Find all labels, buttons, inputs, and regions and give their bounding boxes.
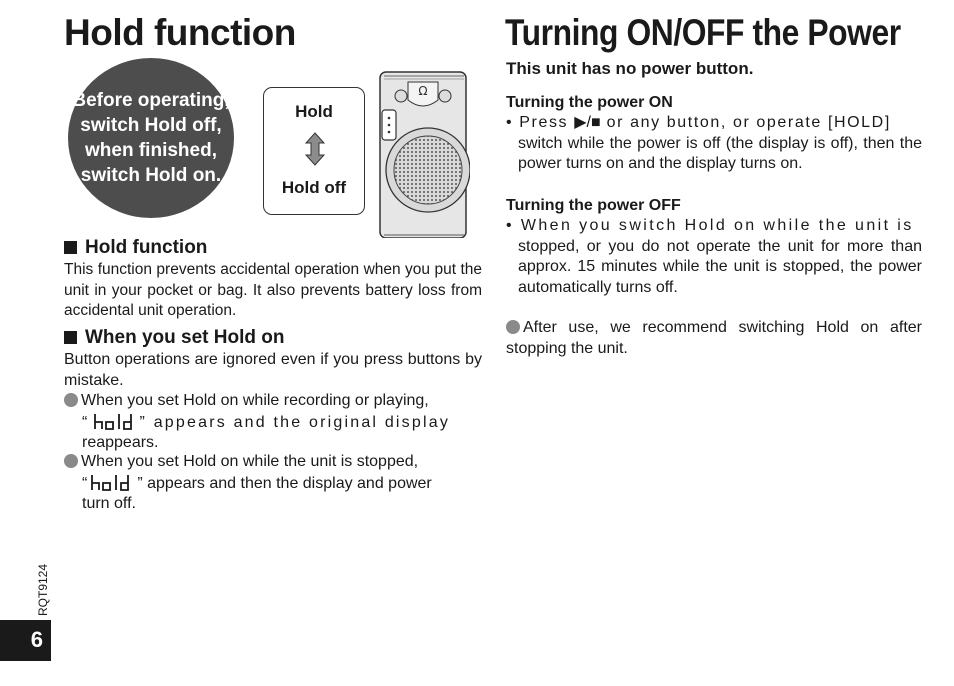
model-code: RQT9124 [36,563,50,616]
bullet-text: ” appears and the original display [139,413,451,431]
recorder-device-illustration [378,70,470,238]
power-on-heading [506,94,673,112]
hold-reminder-bubble [68,58,234,218]
lcd-hold-display-icon [90,474,134,492]
bullet-text: turn off. [82,495,136,513]
page-number: 6 [30,627,43,652]
bubble-text: Before operating, switch Hold off, when finished, switch Hold on. [72,90,230,186]
hold-switch-diagram [263,87,365,215]
when-set-hold-heading: When you set Hold on [85,327,285,348]
when-set-hold-section [64,327,482,391]
square-bullet-icon [64,331,77,344]
power-title: Turning ON/OFF the Power [505,12,901,53]
page-number-box [0,620,51,661]
hold-off-label: Hold off [281,178,347,197]
list-item [64,391,482,454]
circle-bullet-icon [64,393,78,407]
when-set-hold-description: Button operations are ignored even if you press buttons by mistake. [64,351,482,389]
list-item [64,452,482,515]
no-power-button-note: This unit has no power button. [506,59,754,78]
power-on-description [506,113,922,175]
circle-bullet-icon [506,320,520,334]
bullet-text: ” appears and then the display and power [137,474,432,492]
power-off-heading-text: Turning the power OFF [506,197,681,214]
circle-bullet-icon [64,454,78,468]
section-heading [64,237,482,259]
hold-function-description: This function prevents accidental operation when you put the unit in your pocket or bag. It also prevents battery loss from accidental unit operation. [64,261,482,320]
bullet-text: When you set Hold on while the unit is stopped, [81,453,419,470]
note-text: After use, we recommend switching Hold on after stopping the unit. [506,319,922,357]
square-bullet-icon [64,241,77,254]
play-stop-symbol: ▶/■ [574,114,601,131]
hold-function-section [64,237,482,322]
section-heading [64,327,482,349]
after-use-note [506,318,922,359]
hold-function-title: Hold function [64,12,296,53]
bullet-text: When you set Hold on while recording or playing, [81,392,429,409]
power-off-heading [506,197,681,215]
bullet-text: stopped, or you do not operate the unit for more than approx. 15 minutes while the unit is stopped, the power automatically turns off. [518,237,922,296]
double-arrow-icon [304,132,326,166]
bullet-text: switch while the power is off (the display is off), then the power turns on and the display turns on. [518,134,922,173]
power-on-heading-text: Turning the power ON [506,94,673,111]
quote-open: “ [82,413,90,431]
lcd-hold-display-icon [93,413,137,431]
bullet-text: • Press [506,114,575,131]
bullet-text: • When you switch Hold on while the unit is [506,217,914,234]
hold-function-heading: Hold function [85,237,208,258]
hold-label: Hold [295,102,333,121]
bullet-text: reappears. [82,434,159,452]
bullet-text: or any button, or operate [HOLD] [600,114,891,131]
power-off-description [506,216,922,298]
quote-open: “ [82,474,88,492]
svg-text:Ω: Ω [418,84,428,98]
